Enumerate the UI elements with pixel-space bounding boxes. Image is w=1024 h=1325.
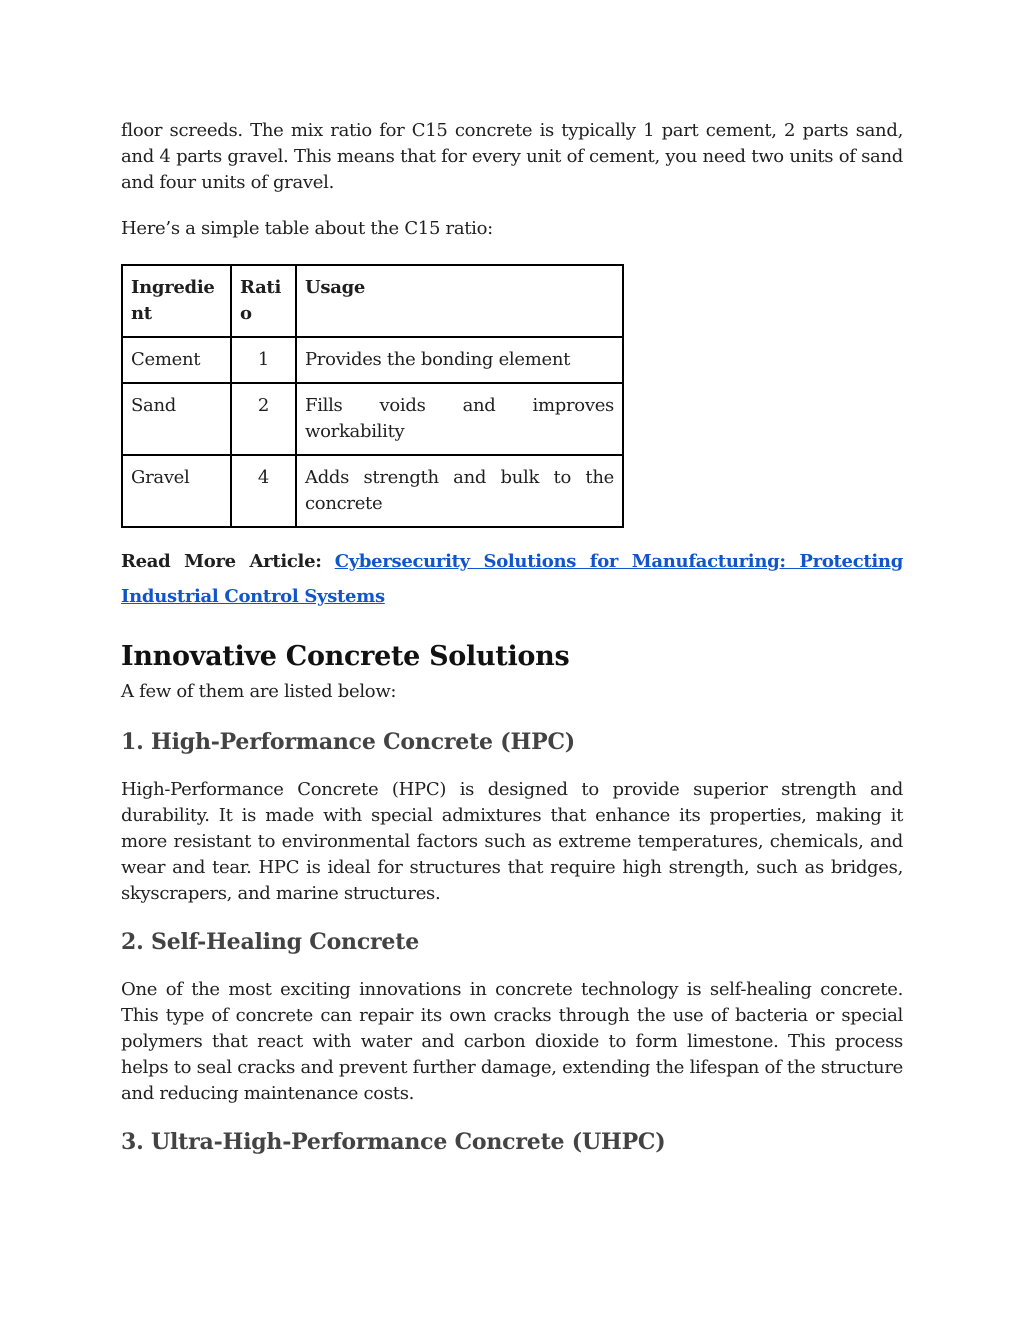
item-heading-self-healing: 2. Self-Healing Concrete: [121, 929, 419, 955]
c15-ratio-table: [121, 264, 624, 528]
table-header-row: [122, 265, 623, 337]
intro-paragraph: floor screeds. The mix ratio for C15 concrete is typically 1 part cement, 2 parts sand, and 4 parts gravel. This means that for every unit of cement, you need two units of sand and four units of gravel.: [121, 120, 903, 193]
cell-ratio: 2: [231, 383, 296, 455]
table-row: [122, 455, 623, 527]
cell-ingredient: Gravel: [122, 455, 231, 527]
item-body-self-healing: One of the most exciting innovations in concrete technology is self-healing concrete. This type of concrete can repair its own cracks through the use of bacteria or special polymers that react with water and carbon dioxide to form limestone. This process helps to seal cracks and prevent further damage, extending the lifespan of the structure and reducing maintenance costs.: [121, 979, 903, 1104]
cell-ingredient: Sand: [122, 383, 231, 455]
cell-usage: Fills voids and improves workability: [296, 383, 623, 455]
section-title: Innovative Concrete Solutions: [121, 641, 570, 672]
table-row: [122, 337, 623, 383]
read-more-label: Read More Article:: [121, 551, 322, 572]
header-ratio: Rati o: [231, 265, 296, 337]
section-subtitle: A few of them are listed below:: [121, 681, 397, 702]
item-body-hpc: High-Performance Concrete (HPC) is designed to provide superior strength and durability. It is made with special admixtures that enhance its properties, making it more resistant to environmental factors such as extreme temperatures, chemicals, and wear and tear. HPC is ideal for structures that require high strength, such as bridges, skyscrapers, and marine structures.: [121, 779, 903, 904]
item-heading-hpc: 1. High-Performance Concrete (HPC): [121, 729, 575, 755]
cell-ratio: 1: [231, 337, 296, 383]
cell-ingredient: Cement: [122, 337, 231, 383]
cell-usage: Adds strength and bulk to the concrete: [296, 455, 623, 527]
header-usage: Usage: [296, 265, 623, 337]
document-content: [121, 118, 903, 1157]
cell-usage: Provides the bonding element: [296, 337, 623, 383]
read-more-link[interactable]: Cybersecurity Solutions for Manufacturing: Protecting Industrial Control Systems: [121, 551, 903, 607]
table-row: [122, 383, 623, 455]
cell-ratio: 4: [231, 455, 296, 527]
header-ingredient: Ingredie nt: [122, 265, 231, 337]
read-more-line: [121, 544, 903, 614]
table-lead-text: Here’s a simple table about the C15 ratio:: [121, 218, 493, 239]
item-heading-uhpc: 3. Ultra-High-Performance Concrete (UHPC): [121, 1129, 666, 1155]
